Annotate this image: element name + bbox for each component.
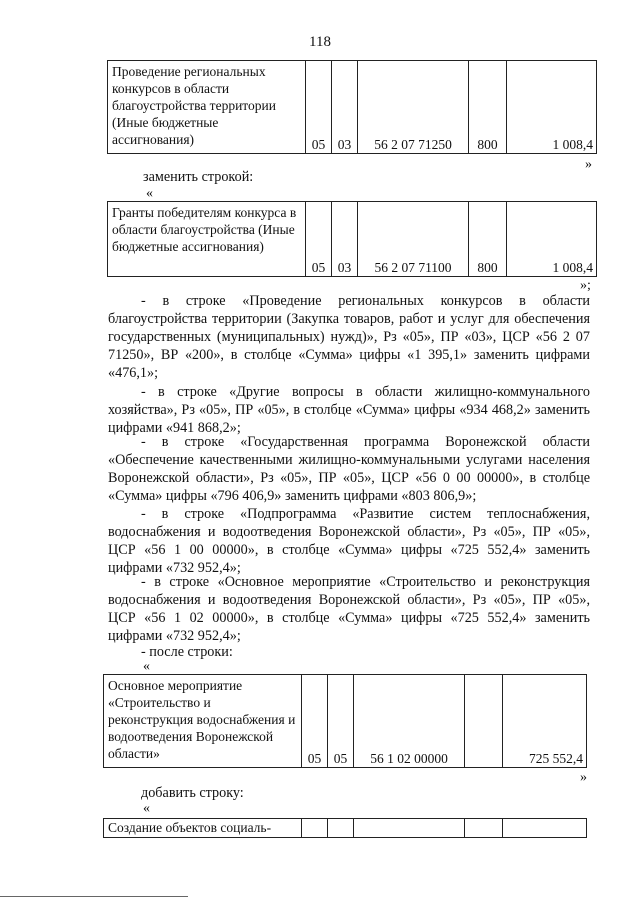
- table-row: [104, 675, 587, 768]
- rz-cell: 05: [306, 61, 332, 154]
- sum-cell: 1 008,4: [507, 202, 597, 277]
- vr-cell: [465, 819, 503, 838]
- csr-cell: 56 1 02 00000: [354, 675, 465, 768]
- open-quote: «: [143, 801, 150, 816]
- sum-cell: 725 552,4: [503, 675, 587, 768]
- row-name-cell: Создание объектов социаль-: [104, 819, 302, 838]
- sum-cell: [503, 819, 587, 838]
- amendment-paragraph: - в строке «Основное мероприятие «Строительство и реконструкция водоснабжения и водоотведения Воронежской области», Рз «05», ПР «05», ЦСР «56 1 02 00000», в столбце «Сумма» цифры «725 552,4» заменить цифрами «732 952,4»;: [108, 574, 590, 644]
- close-quote: »: [585, 157, 592, 172]
- amendment-paragraph: - в строке «Проведение региональных конкурсов в области благоустройства территории (Закупка товаров, работ и услуг для обеспечения государственных (муниципальных) нужд)», Рз «05», ПР «03», ЦСР «56 2 07 71250», ВР «200», в столбце «Сумма» цифры «1 395,1» заменить цифрами «476,1»;: [108, 293, 590, 381]
- budget-table-new-row: [103, 818, 587, 838]
- pr-cell: 03: [332, 61, 358, 154]
- after-row-label: - после строки:: [141, 644, 233, 660]
- pr-cell: 03: [332, 202, 358, 277]
- row-name-cell: Проведение региональных конкурсов в области благоустройства территории (Иные бюджетные ассигнования): [108, 61, 306, 154]
- amendment-paragraph: - в строке «Государственная программа Воронежской области «Обеспечение качественными жилищно-коммунальными услугами населения Воронежской области», Рз «05», ПР «05», ЦСР «56 0 00 00000», в столбце «Сумма» цифры «796 406,9» заменить цифрами «803 806,9»;: [108, 434, 590, 504]
- table-row: [104, 819, 587, 838]
- rz-cell: 05: [302, 675, 328, 768]
- table-row: [108, 202, 597, 277]
- table-row: [108, 61, 597, 154]
- page-number: 118: [309, 34, 331, 50]
- vr-cell: [465, 675, 503, 768]
- budget-table-replacement: [107, 201, 597, 277]
- close-quote: »;: [580, 278, 591, 293]
- rz-cell: 05: [306, 202, 332, 277]
- budget-table-original: [107, 60, 597, 154]
- row-name-cell: Основное мероприятие «Строительство и реконструкция водоснабжения и водоотведения Воронежской области»: [104, 675, 302, 768]
- vr-cell: 800: [469, 61, 507, 154]
- sum-cell: 1 008,4: [507, 61, 597, 154]
- footer-divider: [0, 896, 188, 897]
- csr-cell: 56 2 07 71100: [358, 202, 469, 277]
- budget-table-anchor-row: [103, 674, 587, 768]
- open-quote: «: [143, 659, 150, 674]
- close-quote: »: [580, 770, 587, 785]
- row-name-cell: Гранты победителям конкурса в области благоустройства (Иные бюджетные ассигнования): [108, 202, 306, 277]
- replace-label: заменить строкой:: [143, 169, 254, 185]
- amendment-paragraph: - в строке «Подпрограмма «Развитие систем теплоснабжения, водоснабжения и водоотведения Воронежской области», Рз «05», ПР «05», ЦСР «56 1 00 00000», в столбце «Сумма» цифры «725 552,4» заменить цифрами «732 952,4»;: [108, 506, 590, 576]
- open-quote: «: [146, 186, 153, 201]
- csr-cell: 56 2 07 71250: [358, 61, 469, 154]
- rz-cell: [302, 819, 328, 838]
- add-row-label: добавить строку:: [141, 785, 244, 801]
- pr-cell: [328, 819, 354, 838]
- pr-cell: 05: [328, 675, 354, 768]
- vr-cell: 800: [469, 202, 507, 277]
- csr-cell: [354, 819, 465, 838]
- amendment-paragraph: - в строке «Другие вопросы в области жилищно-коммунального хозяйства», Рз «05», ПР «05», в столбце «Сумма» цифры «934 468,2» заменить цифрами «941 868,2»;: [108, 384, 590, 436]
